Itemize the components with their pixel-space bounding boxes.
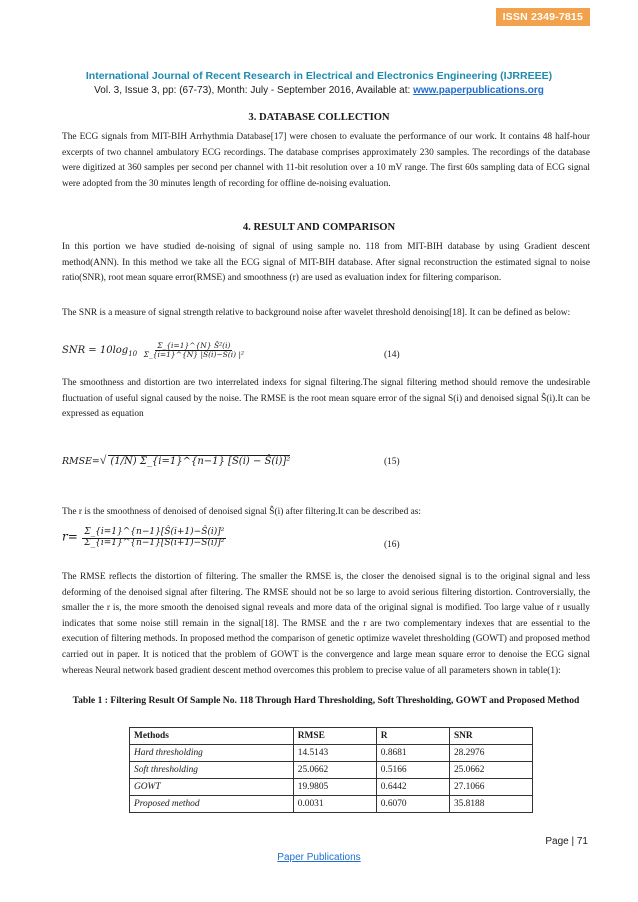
table-row: [130, 796, 533, 813]
issue-text: Vol. 3, Issue 3, pp: (67-73), Month: July - September 2016, Available at:: [94, 85, 414, 96]
table-row: [130, 779, 533, 796]
issn-badge: ISSN 2349-7815: [496, 8, 590, 26]
header-methods: Methods: [130, 728, 294, 745]
header-rmse: RMSE: [293, 728, 376, 745]
equation-15: RMSE=√ (1/N) Σ_{i=1}^{n−1} [S(i) − Ŝ(i)]² (15): [62, 453, 400, 467]
eq16-number: (16): [384, 540, 400, 550]
cell-rmse: 14.5143: [293, 745, 376, 762]
journal-url-link[interactable]: www.paperpublications.org: [413, 85, 544, 96]
eq14-fraction: [142, 342, 246, 360]
eq16-denominator: Σ_{i=1}^{n−1}[S(i+1)−S(i)]²: [84, 537, 225, 548]
table-header-row: [130, 728, 533, 745]
header-snr: SNR: [449, 728, 532, 745]
cell-rmse: 25.0662: [293, 762, 376, 779]
table-1-caption: Table 1 : Filtering Result Of Sample No. 118 Through Hard Thresholding, Soft Thresholding, GOWT and Proposed Method: [72, 695, 580, 706]
publisher-link[interactable]: Paper Publications: [277, 852, 361, 863]
cell-snr: 35.8188: [449, 796, 532, 813]
section-3-heading: 3. DATABASE COLLECTION: [248, 112, 390, 123]
eq15-number: (15): [384, 457, 400, 467]
section-4-heading: 4. RESULT AND COMPARISON: [242, 222, 396, 233]
cell-r: 0.5166: [376, 762, 449, 779]
cell-snr: 28.2976: [449, 745, 532, 762]
cell-method: Hard thresholding: [130, 745, 294, 762]
eq16-lhs: r=: [62, 529, 78, 544]
cell-rmse: 0.0031: [293, 796, 376, 813]
cell-rmse: 19.9805: [293, 779, 376, 796]
cell-snr: 25.0662: [449, 762, 532, 779]
table-row: [130, 762, 533, 779]
page-number: Page | 71: [545, 836, 588, 847]
eq14-numerator: Σ_{i=1}^{N} Ŝ²(i): [157, 341, 231, 350]
eq14-denominator: Σ_{i=1}^{N} |Ŝ(i)−Ŝ(i) |²: [143, 350, 244, 360]
journal-title: International Journal of Recent Research in Electrical and Electronics Engineering (IJRREEE): [85, 70, 553, 82]
section-3-paragraph: The ECG signals from MIT-BIH Arrhythmia Database[17] were chosen to evaluate the performance of our work. It contains 48 half-hour excerpts of two channel ambulatory ECG recordings. The database comprises approximately 230 samples. The recordings of the database were digitized at 360 samples per second per channel with 11-bit resolution over a 10 mV range. The first 60s sampling data of ECG signal were adopted from the 30 minutes length of recording for offline de-noising evaluation.: [62, 132, 590, 189]
cell-snr: 27.1066: [449, 779, 532, 796]
cell-method: GOWT: [130, 779, 294, 796]
cell-r: 0.6070: [376, 796, 449, 813]
eq14-lhs: SNR = 10log: [62, 345, 129, 357]
journal-issue-line: [40, 85, 598, 96]
table-row: [130, 745, 533, 762]
cell-r: 0.6442: [376, 779, 449, 796]
results-table: [129, 727, 533, 813]
eq14-subscript: 10: [128, 350, 138, 359]
section-4-paragraph-4: The r is the smoothness of denoised of denoised signal Ŝ(i) after filtering.It can be described as:: [62, 507, 422, 517]
section-4-paragraph-1: In this portion we have studied de-noising of signal of using sample no. 118 from MIT-BIH database by using Gradient descent method(ANN). In this method we take all the ECG signal of MIT-BIH database. After signal reconstruction the estimated signal to noise ratio(SNR), root mean square error(RMSE) and smoothness (r) are used as evaluation index for filtering comparison.: [62, 242, 590, 284]
header-r: R: [376, 728, 449, 745]
eq16-fraction: [82, 528, 226, 549]
section-4-paragraph-2: The SNR is a measure of signal strength relative to background noise after wavelet threshold denoising[18]. It can be defined as below:: [62, 308, 571, 318]
cell-method: Proposed method: [130, 796, 294, 813]
eq15-lhs: RMSE=: [62, 456, 100, 467]
cell-r: 0.8681: [376, 745, 449, 762]
eq14-number: (14): [384, 350, 400, 360]
eq16-numerator: Σ_{i=1}^{n−1}[Ŝ(i+1)−Ŝ(i)]²: [84, 527, 225, 537]
cell-method: Soft thresholding: [130, 762, 294, 779]
equation-14: [62, 342, 590, 360]
section-4-paragraph-5: The RMSE reflects the distortion of filtering. The smaller the RMSE is, the closer the denoised signal is to the original signal and less deforming of the denoised signal after filtering. The RMSE should not be so large to avoid serious filtering distortion. Controversially, the smaller the r is, the more smooth the denoised signal reveals and more data of the original signal is modified. Too large value of r usually indicates that some noise still remain in the signal[18]. The RMSE and the r are two complementary indexes that are essential to the execution of filtering methods. In proposed method the comparison of genetic optimize wavelet thresholding (GOWT) and proposed method carried out in paper. It is noticed that the problem of GOWT is the convergence and large mean square error to denoise the ECG signal whereas Neural network based gradient descent method overcomes this problem to precise value of all parameters shown in table(1):: [62, 572, 590, 676]
section-4-paragraph-3: The smoothness and distortion are two interrelated indexs for signal filtering.The signal filtering method should remove the undesirable fluctuation of useful signal caused by the noise. The RMSE is the root mean square error of the signal S(i) and denoised signal Ŝ(i).It can be expressed as equation: [62, 378, 590, 420]
eq15-body: (1/N) Σ_{i=1}^{n−1} [S(i) − Ŝ(i)]²: [110, 456, 291, 467]
equation-16: [62, 528, 590, 549]
